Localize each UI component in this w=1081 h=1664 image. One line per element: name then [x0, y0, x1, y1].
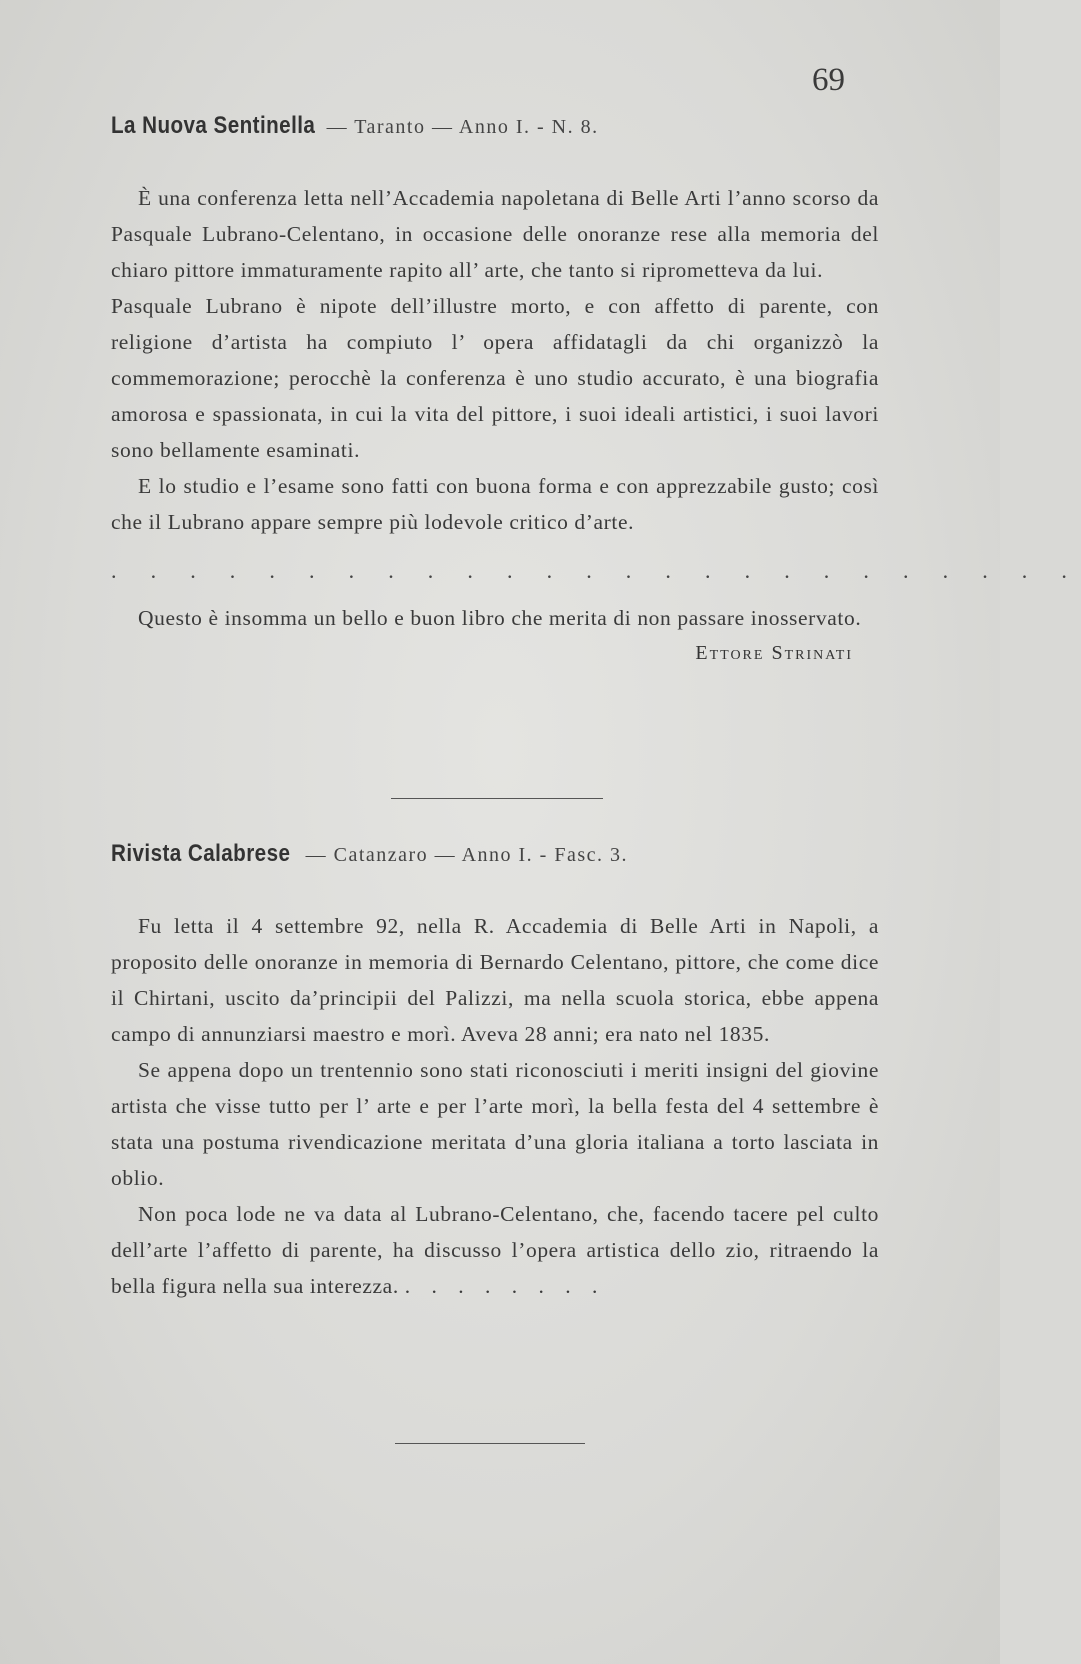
review-la-nuova-sentinella [111, 112, 879, 140]
page-number: 69 [812, 62, 845, 98]
periodical-details: — Catanzaro — Anno I. - Fasc. 3. [305, 844, 628, 866]
final-paragraph-text: Non poca lode ne va data al Lubrano-Celentano, che, facendo tacere pel culto dell’arte l’affetto di parente, ha discusso l’opera artistica dello zio, ritraendo la bella figura nella sua interezza. [111, 1202, 879, 1298]
section-divider [391, 798, 603, 799]
review2-body [111, 908, 879, 1304]
paragraph [111, 1196, 879, 1304]
review1-body [111, 180, 1081, 665]
paragraph: Fu letta il 4 settembre 92, nella R. Accademia di Belle Arti in Napoli, a proposito delle onoranze in memoria di Bernardo Celentano, pittore, che come dice il Chirtani, uscito da’principii del Palizzi, ma nella scuola storica, ebbe appena campo di annunziarsi maestro e morì. Aveva 28 anni; era nato nel 1835. [111, 914, 879, 1046]
paragraph: È una conferenza letta nell’Accademia napoletana di Belle Arti l’anno scorso da Pasquale Lubrano-Celentano, in occasione delle onoranze rese alla memoria del chiaro pittore immaturamente rapito all’ arte, che tanto si riprometteva da lui. [111, 186, 879, 282]
section-divider [395, 1443, 585, 1444]
review-heading [111, 840, 879, 868]
closing-paragraph: Questo è insomma un bello e buon libro che merita di non passare inosservato. [138, 606, 862, 630]
review-heading [111, 112, 879, 140]
trailing-dots: . . . . . . . . [404, 1274, 606, 1298]
paragraph: Pasquale Lubrano è nipote dell’illustre morto, e con affetto di parente, con religione d’artista ha compiuto l’ opera affidatagli da chi organizzò la commemorazione; perocchè la conferenza è uno studio accurato, è una biografia amorosa e spassionata, in cui la vita del pittore, i suoi ideali artistici, i suoi lavori sono bellamente esaminati. [111, 294, 879, 462]
author-signature: Ettore Strinati [695, 642, 853, 664]
paragraph: E lo studio e l’esame sono fatti con buona forma e con apprezzabile gusto; così che il Lubrano appare sempre più lodevole critico d’arte. [111, 474, 879, 534]
periodical-details: — Taranto — Anno I. - N. 8. [326, 116, 599, 138]
periodical-title: Rivista Calabrese [111, 840, 291, 867]
paragraph: Se appena dopo un trentennio sono stati riconosciuti i meriti insigni del giovine artista che visse tutto per l’ arte e per l’arte morì, la bella festa del 4 settembre è stata una postuma rivendicazione meritata d’una gloria italiana a torto lasciata in oblio. [111, 1058, 879, 1190]
periodical-title: La Nuova Sentinella [111, 112, 316, 139]
review-rivista-calabrese [111, 840, 879, 868]
ellipsis-line: . . . . . . . . . . . . . . . . . . . . . . . . . [111, 558, 1081, 583]
